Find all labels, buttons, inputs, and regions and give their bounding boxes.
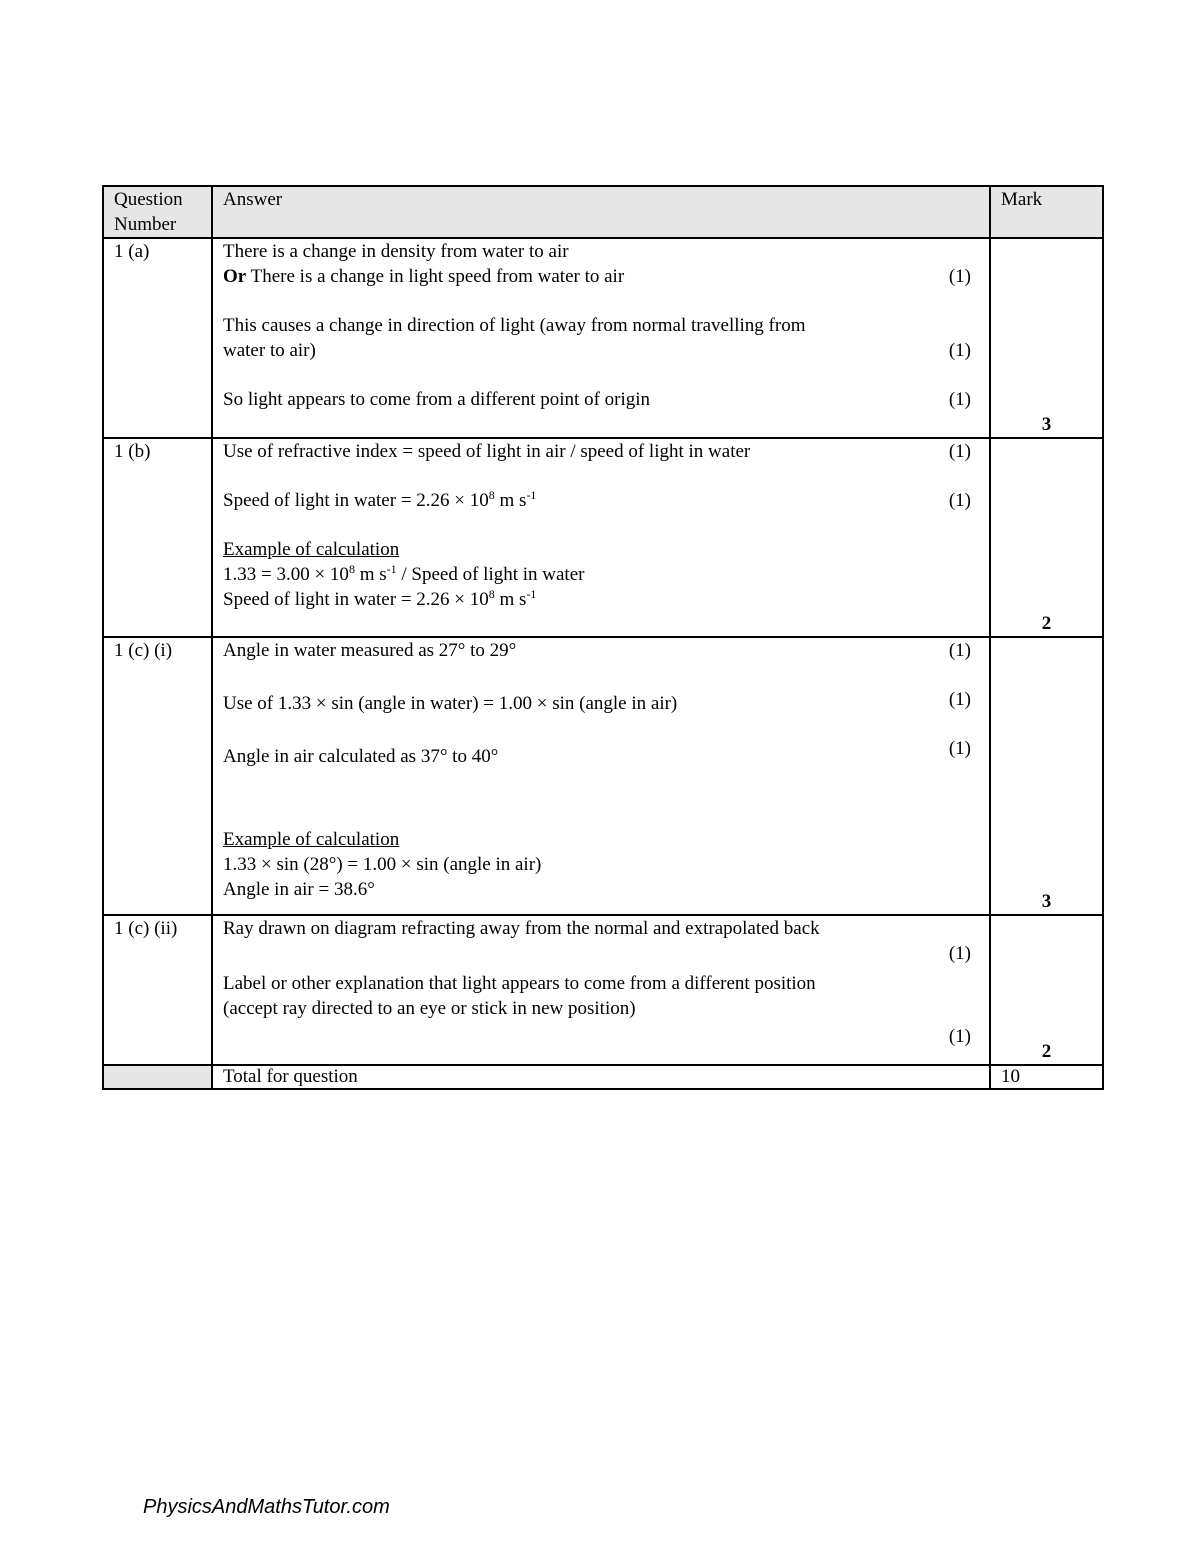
header-mark: Mark xyxy=(990,186,1103,238)
mark-total: 2 xyxy=(1041,613,1052,634)
answer-text: There is a change in light speed from water to air xyxy=(246,266,625,287)
answer-line xyxy=(223,562,985,587)
mark-cell xyxy=(990,637,1103,915)
point-mark: (1) xyxy=(948,738,971,759)
answer-text: There is a change in density from water to air xyxy=(223,241,569,262)
question-number xyxy=(103,238,212,438)
answer-line xyxy=(223,691,985,716)
answer-text: Angle in air = 38.6° xyxy=(223,879,375,900)
answer-text: Angle in water measured as 27° to 29° xyxy=(223,640,517,661)
mark-total: 2 xyxy=(1041,1041,1052,1062)
answer-line xyxy=(223,738,985,769)
qpart: (b) xyxy=(128,441,151,462)
table-row xyxy=(103,438,1103,637)
exponent: -1 xyxy=(526,488,537,502)
answer-line xyxy=(223,338,985,363)
point-mark: (1) xyxy=(948,266,971,287)
answer-cell xyxy=(212,915,990,1065)
question-number xyxy=(103,637,212,915)
point-mark: (1) xyxy=(948,943,971,964)
answer-line xyxy=(223,387,985,412)
answer-line xyxy=(223,239,985,264)
point-mark: (1) xyxy=(948,441,971,462)
answer-text: Use of 1.33 × sin (angle in water) = 1.00 × sin (angle in air) xyxy=(223,693,678,714)
answer-line xyxy=(223,264,985,289)
question-number xyxy=(103,915,212,1065)
point-mark: (1) xyxy=(948,640,971,661)
question-number xyxy=(103,438,212,637)
answer-line xyxy=(223,1024,985,1049)
header-answer: Answer xyxy=(212,186,990,238)
example-heading: Example of calculation xyxy=(223,539,400,560)
header-question-number-text: Question Number xyxy=(114,189,183,235)
unit: m s xyxy=(494,589,527,610)
exponent: 8 xyxy=(348,562,355,576)
answer-text: Use of refractive index = speed of light in air / speed of light in water xyxy=(223,441,751,462)
answer-cell xyxy=(212,637,990,915)
answer-text: Ray drawn on diagram refracting away from the normal and extrapolated back xyxy=(223,918,820,939)
answer-line xyxy=(223,916,985,941)
answer-line xyxy=(223,827,985,852)
answer-line xyxy=(223,313,985,338)
answer-cell xyxy=(212,438,990,637)
answer-text: 1.33 × sin (28°) = 1.00 × sin (angle in air) xyxy=(223,854,542,875)
exponent: 8 xyxy=(488,587,495,601)
answer-text: So light appears to come from a different point of origin xyxy=(223,389,651,410)
answer-line xyxy=(223,439,985,464)
table-row xyxy=(103,238,1103,438)
total-label: Total for question xyxy=(212,1065,990,1089)
mark-cell xyxy=(990,915,1103,1065)
answer-text: water to air) xyxy=(223,340,316,361)
answer-line xyxy=(223,971,985,996)
footer-watermark: PhysicsAndMathsTutor.com xyxy=(143,1496,390,1518)
answer-line xyxy=(223,941,985,966)
point-mark: (1) xyxy=(948,389,971,410)
example-heading: Example of calculation xyxy=(223,829,400,850)
answer-line xyxy=(223,638,985,663)
unit: m s xyxy=(354,564,387,585)
answer-line xyxy=(223,587,985,612)
point-mark: (1) xyxy=(948,1026,971,1047)
answer-line xyxy=(223,488,985,513)
header-row xyxy=(103,186,1103,238)
mark-total: 3 xyxy=(1041,414,1052,435)
answer-text: / Speed of light in water xyxy=(396,564,585,585)
answer-text: Speed of light in water = 2.26 × 10 xyxy=(223,490,489,511)
answer-line xyxy=(223,877,985,902)
qnum: 1 xyxy=(114,241,124,262)
answer-line xyxy=(223,996,985,1024)
mark-cell xyxy=(990,438,1103,637)
mark-total: 3 xyxy=(1041,891,1052,912)
qnum: 1 xyxy=(114,441,124,462)
point-mark: (1) xyxy=(948,340,971,361)
table-row xyxy=(103,637,1103,915)
total-value: 10 xyxy=(990,1065,1103,1089)
qpart: (a) xyxy=(128,241,150,262)
table-row xyxy=(103,915,1103,1065)
point-mark: (1) xyxy=(948,689,971,710)
exponent: 8 xyxy=(488,488,495,502)
answer-text: Label or other explanation that light appears to come from a different position xyxy=(223,973,816,994)
answer-text: Angle in air calculated as 37° to 40° xyxy=(223,746,499,767)
answer-text: This causes a change in direction of light (away from normal travelling from xyxy=(223,315,806,336)
answer-text: 1.33 = 3.00 × 10 xyxy=(223,564,349,585)
unit: m s xyxy=(494,490,527,511)
answer-line xyxy=(223,537,985,562)
mark-cell xyxy=(990,238,1103,438)
exponent: -1 xyxy=(386,562,397,576)
answer-line xyxy=(223,852,985,877)
total-row xyxy=(103,1065,1103,1089)
exponent: -1 xyxy=(526,587,537,601)
qnum: 1 xyxy=(114,640,124,661)
answer-text: (accept ray directed to an eye or stick in new position) xyxy=(223,998,636,1019)
header-question-number xyxy=(103,186,212,238)
qpart: (c) (i) xyxy=(128,640,173,661)
total-blank-cell xyxy=(103,1065,212,1089)
answer-text: Speed of light in water = 2.26 × 10 xyxy=(223,589,489,610)
or-keyword: Or xyxy=(223,266,247,287)
qpart: (c) (ii) xyxy=(128,918,178,939)
point-mark: (1) xyxy=(948,490,971,511)
mark-scheme-table xyxy=(102,185,1104,1090)
qnum: 1 xyxy=(114,918,124,939)
answer-cell xyxy=(212,238,990,438)
